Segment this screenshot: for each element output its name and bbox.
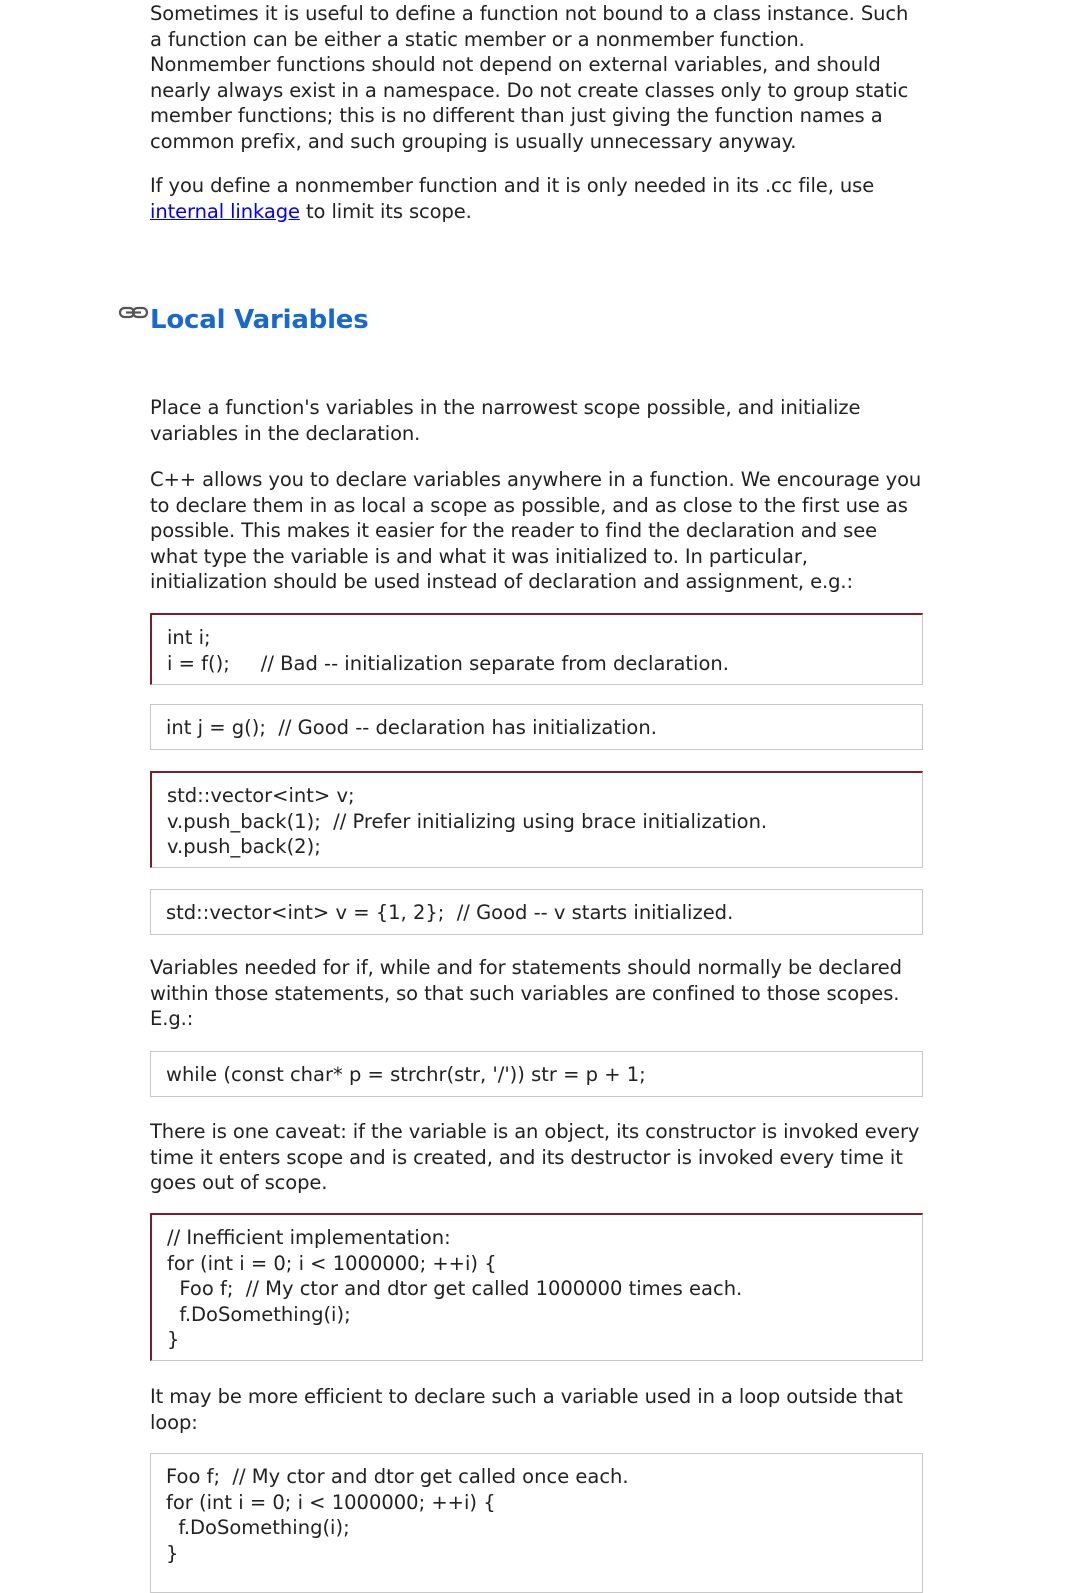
section-heading-local-variables (117, 300, 369, 340)
code-block-while-scope: while (const char* p = strchr(str, '/')) str = p + 1; (150, 1051, 923, 1097)
paragraph-internal-linkage (150, 173, 925, 224)
paragraph-scoped-statements: Variables needed for if, while and for statements should normally be declared within those statements, so that such variables are confined to those scopes. E.g.: (150, 956, 902, 1031)
paragraph-caveat: There is one caveat: if the variable is an object, its constructor is invoked every time it enters scope and is created, and its destructor is invoked every time it goes out of scope. (150, 1120, 920, 1195)
paragraph-nonmember-functions: Sometimes it is useful to define a function not bound to a class instance. Such a function can be either a static member or a nonmember function. Nonmember functions should not depend on external variables, and should nearly always exist in a namespace. Do not create classes only to group static member functions; this is no different than just giving the function names a common prefix, and such grouping is usually unnecessary anyway. (150, 2, 909, 153)
code-block-efficient-loop: Foo f; // My ctor and dtor get called once each. for (int i = 0; i < 1000000; ++i) { f.DoSomething(i); } (150, 1453, 923, 1593)
page-section-title: Local Variables (150, 305, 369, 335)
code-block-good-initialization: int j = g(); // Good -- declaration has initialization. (150, 704, 923, 750)
paragraph-more-efficient: It may be more efficient to declare such a variable used in a loop outside that loop: (150, 1385, 903, 1434)
paragraph-declare-anywhere: C++ allows you to declare variables anywhere in a function. We encourage you to declare them in as local a scope as possible, and as close to the first use as possible. This makes it easier for the reader to find the declaration and see what type the variable is and what it was initialized to. In particular, initialization should be used instead of declaration and assignment, e.g.: (150, 468, 922, 594)
code-block-bad-push-back: std::vector<int> v; v.push_back(1); // Prefer initializing using brace initialization. v.push_back(2); (150, 771, 923, 868)
paragraph-text-after-link: to limit its scope. (299, 199, 472, 223)
link-icon[interactable] (117, 302, 150, 326)
summary-paragraph: Place a function's variables in the narrowest scope possible, and initialize variables in the declaration. (150, 396, 861, 445)
internal-linkage-link[interactable]: internal linkage (150, 199, 300, 223)
paragraph-text-before-link: If you define a nonmember function and it is only needed in its .cc file, use (150, 174, 875, 197)
code-block-bad-initialization: int i; i = f(); // Bad -- initialization separate from declaration. (150, 613, 923, 685)
code-block-inefficient-loop: // Inefficient implementation: for (int i = 0; i < 1000000; ++i) { Foo f; // My ctor and dtor get called 1000000 times each. f.DoSomething(i); } (150, 1213, 923, 1361)
code-block-good-brace-init: std::vector<int> v = {1, 2}; // Good -- v starts initialized. (150, 889, 923, 935)
